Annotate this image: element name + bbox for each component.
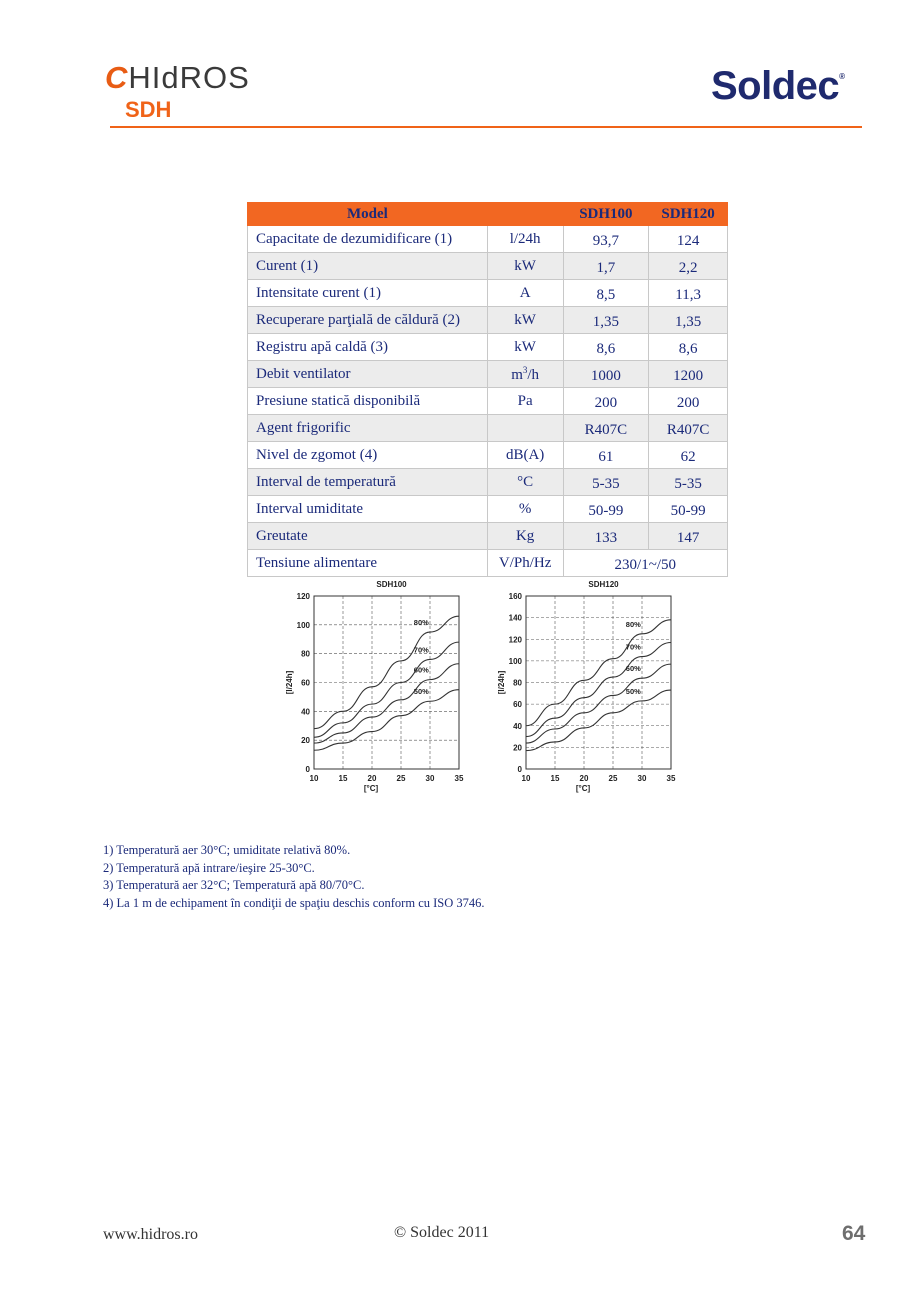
series-label: 60%	[625, 664, 641, 674]
row-label: Agent frigorific	[248, 415, 488, 442]
series-label: 60%	[413, 665, 429, 675]
row-label: Interval umiditate	[248, 496, 488, 523]
row-value-sdh120: 1200	[649, 361, 728, 388]
table-row	[248, 361, 728, 388]
footnote: 1) Temperatură aer 30°C; umiditate relativă 80%.	[103, 843, 351, 857]
row-value-sdh120: R407C	[649, 415, 728, 442]
unit-base: m	[511, 366, 523, 383]
row-label: Registru apă caldă (3)	[248, 334, 488, 361]
page-number: 64	[842, 1222, 866, 1245]
y-tick-label: 120	[508, 635, 522, 645]
row-label: Debit ventilator	[248, 361, 488, 388]
table-row	[248, 523, 728, 550]
unit-superscript: 3	[522, 364, 528, 375]
series-line-80pct	[314, 616, 459, 728]
series-label: 70%	[625, 642, 641, 652]
row-value-sdh120: 200	[649, 388, 728, 415]
series-line-80pct	[526, 620, 671, 726]
hidros-logo-mark: C	[105, 60, 129, 95]
header-sdh120: SDH120	[649, 203, 728, 226]
header-sdh100: SDH100	[563, 203, 649, 226]
row-value-sdh100: R407C	[563, 415, 649, 442]
hidros-logo-text: HIdROS	[128, 60, 250, 95]
y-tick-label: 60	[301, 678, 310, 688]
unit-tail: /h	[527, 366, 540, 383]
row-value-sdh100: 93,7	[563, 226, 649, 253]
table-row	[248, 388, 728, 415]
hidros-logo	[105, 60, 250, 96]
row-label: Curent (1)	[248, 253, 488, 280]
footer-copyright: © Soldec 2011	[394, 1224, 490, 1241]
chart-sdh120	[492, 574, 682, 805]
row-value-sdh100: 1,7	[563, 253, 649, 280]
row-value-sdh120: 11,3	[649, 280, 728, 307]
row-unit: dB(A)	[487, 442, 563, 469]
row-value-sdh100: 8,5	[563, 280, 649, 307]
chart-sdh100-svg	[280, 574, 470, 800]
y-tick-label: 0	[305, 765, 310, 774]
y-tick-label: 20	[301, 736, 310, 746]
footnote: 4) La 1 m de echipament în condiţii de spaţiu deschis conform cu ISO 3746.	[103, 895, 485, 910]
row-value-sdh120: 147	[649, 523, 728, 550]
table-row	[248, 442, 728, 469]
x-tick-label: 35	[454, 774, 464, 783]
model-series-label: SDH	[125, 97, 172, 122]
row-label: Interval de temperatură	[248, 469, 488, 496]
table-row	[248, 226, 728, 253]
spec-table	[247, 202, 728, 577]
row-value-sdh120: 1,35	[649, 307, 728, 334]
x-tick-label: 30	[637, 774, 647, 783]
row-value-sdh120: 2,2	[649, 253, 728, 280]
y-tick-label: 80	[513, 678, 522, 688]
y-tick-label: 100	[508, 656, 522, 666]
series-label: 80%	[413, 618, 429, 628]
row-label: Nivel de zgomot (4)	[248, 442, 488, 469]
y-tick-label: 60	[513, 700, 522, 710]
row-label: Tensiune alimentare	[248, 550, 488, 577]
row-unit: %	[487, 496, 563, 523]
y-axis-label: [l/24h]	[497, 670, 506, 695]
y-tick-label: 40	[301, 707, 310, 717]
row-label: Recuperare parţială de căldură (2)	[248, 307, 488, 334]
y-axis-label: [l/24h]	[285, 670, 294, 695]
table-row	[248, 253, 728, 280]
header-unit	[487, 203, 563, 226]
table-header-row	[248, 203, 728, 226]
row-unit: V/Ph/Hz	[487, 550, 563, 577]
row-unit	[487, 361, 563, 388]
y-tick-label: 20	[513, 743, 522, 753]
header-divider	[110, 126, 862, 128]
x-tick-label: 20	[579, 774, 589, 783]
series-line-70pct	[526, 642, 671, 736]
x-tick-label: 20	[367, 774, 377, 783]
y-tick-label: 0	[517, 765, 522, 774]
x-axis-label: [°C]	[363, 784, 379, 793]
table-row	[248, 496, 728, 523]
y-tick-label: 140	[508, 613, 522, 623]
x-tick-label: 15	[338, 774, 348, 783]
row-unit	[487, 415, 563, 442]
row-unit: Pa	[487, 388, 563, 415]
series-line-60pct	[314, 664, 459, 743]
table-row	[248, 307, 728, 334]
series-line-50pct	[314, 690, 459, 751]
row-value-sdh120: 50-99	[649, 496, 728, 523]
footer-url: www.hidros.ro	[103, 1226, 198, 1243]
row-value-sdh100: 5-35	[563, 469, 649, 496]
y-tick-label: 100	[296, 620, 310, 630]
row-value-sdh100: 8,6	[563, 334, 649, 361]
x-tick-label: 10	[309, 774, 319, 783]
chart-title: SDH100	[376, 580, 407, 589]
x-tick-label: 25	[396, 774, 406, 783]
row-unit: A	[487, 280, 563, 307]
row-label: Greutate	[248, 523, 488, 550]
row-value-sdh100: 200	[563, 388, 649, 415]
y-tick-label: 40	[513, 721, 522, 731]
series-label: 70%	[413, 645, 429, 655]
footnotes	[103, 842, 485, 912]
row-unit: l/24h	[487, 226, 563, 253]
row-value-sdh100: 61	[563, 442, 649, 469]
row-value-combined: 230/1~/50	[563, 550, 727, 577]
table-row	[248, 280, 728, 307]
row-value-sdh120: 124	[649, 226, 728, 253]
row-value-sdh100: 133	[563, 523, 649, 550]
soldec-logo-text: Soldec	[711, 64, 840, 108]
row-unit: kW	[487, 307, 563, 334]
row-label: Presiune statică disponibilă	[248, 388, 488, 415]
y-tick-label: 80	[301, 649, 310, 659]
row-label: Intensitate curent (1)	[248, 280, 488, 307]
row-value-sdh120: 62	[649, 442, 728, 469]
series-line-60pct	[526, 664, 671, 743]
row-unit: kW	[487, 253, 563, 280]
series-label: 50%	[413, 687, 429, 697]
series-label: 80%	[625, 619, 641, 629]
soldec-logo	[711, 64, 845, 109]
row-value-sdh100: 50-99	[563, 496, 649, 523]
row-unit: °C	[487, 469, 563, 496]
table-row	[248, 469, 728, 496]
row-unit: kW	[487, 334, 563, 361]
table-row	[248, 550, 728, 577]
x-tick-label: 15	[550, 774, 560, 783]
x-tick-label: 35	[666, 774, 676, 783]
row-unit: Kg	[487, 523, 563, 550]
registered-mark: ®	[839, 72, 845, 81]
chart-sdh120-svg	[492, 574, 682, 800]
row-value-sdh120: 8,6	[649, 334, 728, 361]
chart-sdh100	[280, 574, 470, 805]
series-label: 50%	[625, 686, 641, 696]
row-label: Capacitate de dezumidificare (1)	[248, 226, 488, 253]
y-tick-label: 160	[508, 592, 522, 601]
x-tick-label: 30	[425, 774, 435, 783]
table-row	[248, 334, 728, 361]
x-axis-label: [°C]	[575, 784, 591, 793]
table-row	[248, 415, 728, 442]
x-tick-label: 25	[608, 774, 618, 783]
row-value-sdh100: 1,35	[563, 307, 649, 334]
header-model: Model	[248, 203, 488, 226]
footnote: 2) Temperatură apă intrare/ieşire 25-30°C.	[103, 860, 315, 875]
row-value-sdh100: 1000	[563, 361, 649, 388]
row-value-sdh120: 5-35	[649, 469, 728, 496]
y-tick-label: 120	[296, 592, 310, 601]
x-tick-label: 10	[521, 774, 531, 783]
chart-title: SDH120	[588, 580, 619, 589]
footnote: 3) Temperatură aer 32°C; Temperatură apă 80/70°C.	[103, 878, 365, 892]
